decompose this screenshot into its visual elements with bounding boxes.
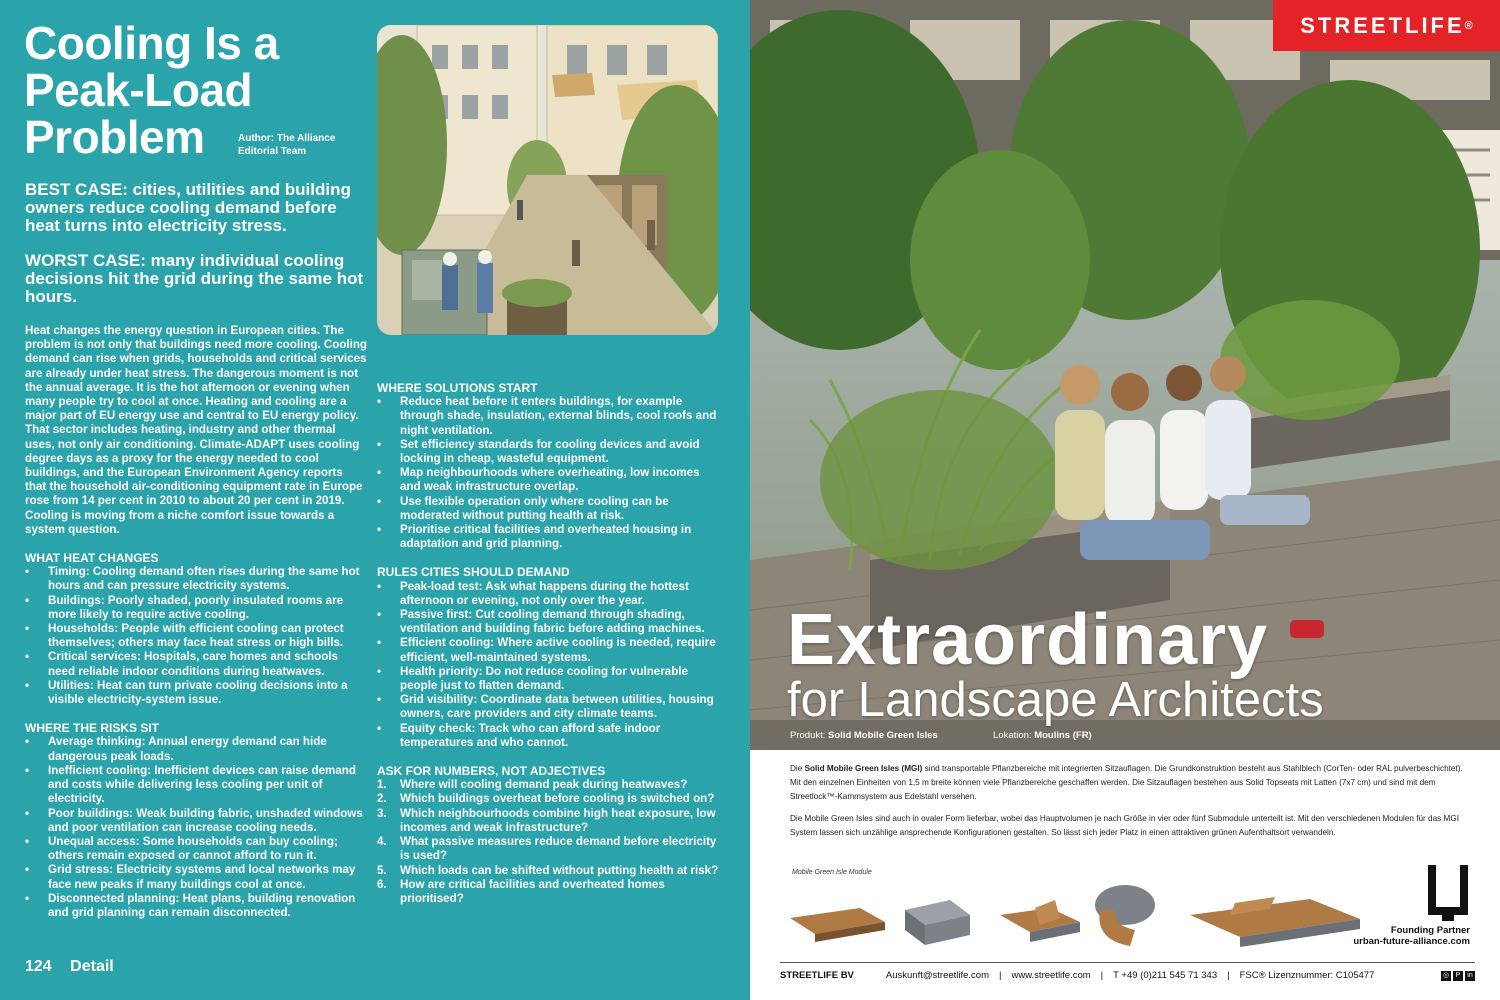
rules-list [377, 580, 719, 750]
author-credit: Author: The Alliance Editorial Team [238, 133, 336, 157]
heat-changes-list [25, 565, 367, 707]
module-oval-segment [1095, 885, 1155, 946]
intro-paragraph: Heat changes the energy question in European cities. The problem is not only that buildings need more cooling. Cooling demand can rise when grids, households and critical services are already under heat stress. The dangerous moment is not the annual average. It is the hot afternoon or evening when many people try to cool at once. Heating and cooling are a major part of EU energy use and central to EU energy policy. That sector includes heating, industry and other thermal uses, not only air conditioning. Climate-ADAPT uses cooling degree days as a proxy for the energy needed to cool buildings, and the European Environment Agency reports that the household air-conditioning equipment rate in Europe rose from 14 per cent in 2010 to about 20 per cent in 2019. Cooling is moving from a niche comfort issue towards a system question. [25, 324, 368, 536]
section-name: Detail [70, 958, 114, 975]
advertisement-page [750, 0, 1500, 1000]
partner-url: urban-future-alliance.com [1353, 936, 1470, 947]
list-item: • Reduce heat before it enters buildings, for example through shade, insulation, external blinds, cool roofs and night ventilation. [377, 395, 717, 437]
list-item: • Unequal access: Some households can buy cooling; others remain exposed or cannot afford to run it. [25, 834, 338, 863]
left-column [25, 324, 367, 920]
partner-title: Founding Partner [1390, 925, 1470, 936]
list-item: • Disconnected planning: Heat plans, building renovation and grid planning can remain disconnected. [25, 891, 356, 919]
section-heading: WHAT HEAT CHANGES [25, 551, 159, 566]
module-backrest-bench [1000, 900, 1080, 942]
product-description-2: Die Mobile Green Isles sind auch in ovaler Form lieferbar, wobei das Hauptvolumen je nach Größe in vier oder fünf Submodule unterteilt ist. Mit den verschiedenen Modulen für das MGI System lassen sich unzählige ansprechende Konfigurationen gestalten. So lässt sich jeder Platz in einen attraktiven grünen Aufenthaltsort verwandeln. [790, 814, 1459, 837]
right-column [377, 381, 719, 906]
list-item: • Inefficient cooling: Inefficient devices can raise demand and costs while delivering less cooling per unit of electricity. [25, 763, 356, 806]
list-item: • Map neighbourhoods where overheating, low incomes and weak infrastructure overlap. [377, 466, 700, 494]
ad-subheadline: for Landscape Architects [787, 673, 1324, 727]
module-label: Mobile Green Isle Module [792, 869, 872, 876]
list-item: 2. Which buildings overheat before cooling is switched on? [377, 792, 715, 806]
list-item: 6. How are critical facilities and overheated homes prioritised? [377, 877, 665, 905]
street-illustration [377, 25, 718, 335]
risks-list [25, 735, 367, 920]
list-item: 5. Which loads can be shifted without putting health at risk? [377, 863, 719, 877]
list-item: • Set efficiency standards for cooling devices and avoid locking in cheap, wasteful equipment. [377, 437, 700, 466]
website-link[interactable]: www.streetlife.com [1011, 970, 1091, 981]
section-heading: RULES CITIES SHOULD DEMAND [377, 565, 570, 580]
module-images [790, 870, 1180, 950]
list-item: • Average thinking: Annual energy demand can hide dangerous peak loads. [25, 735, 327, 763]
best-case-text: BEST CASE: cities, utilities and building owners reduce cooling demand before heat turns into electricity stress. [25, 180, 351, 235]
pinterest-icon[interactable]: P [1453, 971, 1463, 981]
social-icons [1441, 971, 1475, 981]
list-item: • Prioritise critical facilities and overheated housing in adaptation and grid planning. [377, 523, 692, 551]
list-item: • Peak-load test: Ask what happens during the hottest afternoon or evening, not only over the year. [377, 579, 689, 607]
product-caption: Produkt: Solid Mobile Green Isles [790, 730, 938, 741]
page-footer [25, 958, 128, 976]
founding-partner [1340, 863, 1470, 947]
list-item: • Efficient cooling: Where active cooling is needed, require efficient, well-maintained systems. [377, 636, 716, 664]
alliance-logo-icon [1426, 863, 1470, 921]
email-link[interactable]: Auskunft@streetlife.com [885, 970, 990, 981]
list-item: • Utilities: Heat can turn private cooling decisions into a visible electricity-system issue. [25, 678, 348, 707]
fsc-license: FSC® Lizenznummer: C105477 [1239, 970, 1375, 981]
list-item: • Buildings: Poorly shaded, poorly insulated rooms are more likely to require active cooling. [25, 593, 344, 621]
instagram-icon[interactable]: ◎ [1442, 971, 1450, 979]
list-item: • Use flexible operation only where cooling can be moderated without putting health at risk. [377, 494, 669, 522]
list-item: • Poor buildings: Weak building fabric, unshaded windows and poor ventilation can increase cooling needs. [25, 806, 363, 834]
list-item: 1. Where will cooling demand peak during heatwaves? [377, 778, 688, 792]
module-flat-bench [790, 908, 885, 942]
list-item: • Health priority: Do not reduce cooling for vulnerable people just to flatten demand. [377, 664, 688, 693]
ad-headline: Extraordinary [787, 600, 1269, 680]
company-name: STREETLIFE BV [780, 970, 854, 981]
title-line: Cooling Is a [24, 17, 279, 69]
product-description: Die Solid Mobile Green Isles (MGI) sind transportable Pflanzbereiche mit integrierten Sitzauflagen. Die Grundkonstruktion besteht aus Stahlblech (CorTen- oder RAL pulverbeschichtet). Mit den einzelnen Einheiten von 1,5 m breite können viele Pflanzbereiche geschaffen werden. Die Sitzauflagen bestehen aus Solid Topseats mit Latten (7x7 cm) und sind mit dem Streetlock™-Kammsystem aus Edelstahl versehen. [790, 764, 1463, 801]
list-item: • Grid stress: Electricity systems and local networks may face new peaks if many buildings cool at once. [25, 863, 356, 891]
section-heading: ASK FOR NUMBERS, NOT ADJECTIVES [377, 764, 606, 779]
list-item: • Equity check: Track who can afford safe indoor temperatures and who cannot. [377, 721, 661, 749]
title-line: Problem [24, 111, 205, 163]
phone-number: T +49 (0)211 545 71 343 [1113, 970, 1218, 981]
page-number: 124 [25, 958, 52, 975]
section-heading: WHERE THE RISKS SIT [25, 721, 160, 736]
location-caption: Lokation: Moulins (FR) [993, 730, 1092, 741]
list-item: • Timing: Cooling demand often rises during the same hot hours and can pressure electricity systems. [25, 565, 360, 593]
linkedin-icon[interactable]: in [1465, 971, 1475, 981]
title-line: Peak-Load [24, 64, 253, 116]
list-item: • Grid visibility: Coordinate data between utilities, housing owners, care providers and city climate teams. [377, 693, 714, 721]
streetlife-logo: STREETLIFE ® [1273, 0, 1500, 51]
list-item: 3. Which neighbourhoods combine high heat exposure, low incomes and weak infrastructure? [377, 806, 716, 834]
list-item: • Passive first: Cut cooling demand through shading, ventilation and building fabric before adding machines. [377, 608, 705, 636]
questions-list [377, 778, 719, 906]
worst-case-text: WORST CASE: many individual cooling decisions hit the grid during the same hot hours. [25, 251, 364, 306]
ad-footer: STREETLIFE BV Auskunft@streetlife.com | www.streetlife.com | T +49 (0)211 545 71 343 | FSC® Lizenznummer: C105477 ◎ P in [780, 962, 1475, 981]
module-long-bench-image [1190, 885, 1365, 950]
section-heading: WHERE SOLUTIONS START [377, 381, 538, 395]
module-steel-planter [905, 900, 970, 945]
list-item: • Critical services: Hospitals, care homes and schools need reliable indoor conditions during heatwaves. [25, 650, 338, 678]
list-item: 4. What passive measures reduce demand before electricity is used? [377, 835, 717, 863]
solutions-list [377, 395, 719, 551]
list-item: • Households: People with efficient cooling can protect themselves; others may face heat stress or high bills. [25, 622, 344, 650]
